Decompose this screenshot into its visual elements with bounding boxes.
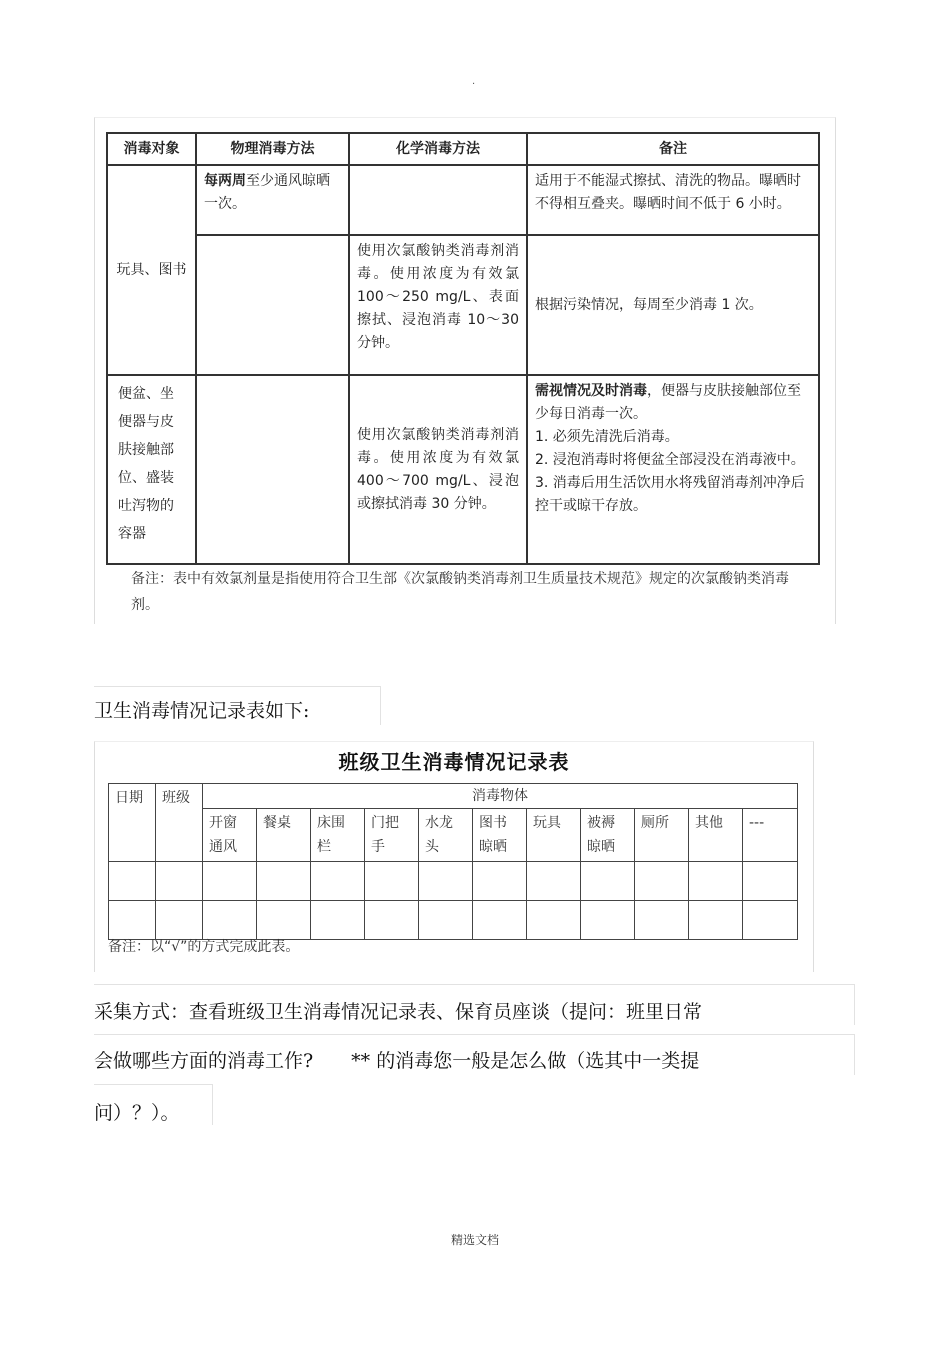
header-item: 门把手 <box>365 809 419 862</box>
header-item: 开窗通风 <box>203 809 257 862</box>
header-item: 餐桌 <box>257 809 311 862</box>
table-cell <box>473 862 527 901</box>
table-cell <box>635 901 689 940</box>
record-table-figure <box>94 741 814 972</box>
header-notes: 备注 <box>527 133 819 165</box>
header-item: --- <box>743 809 798 862</box>
toys-physical-bold: 每两周 <box>204 173 246 189</box>
table-cell <box>203 862 257 901</box>
header-item: 图书晾晒 <box>473 809 527 862</box>
header-chemical: 化学消毒方法 <box>349 133 527 165</box>
table-cell <box>635 862 689 901</box>
table-row <box>107 235 819 375</box>
table-header-row <box>109 809 798 862</box>
table-cell <box>689 901 743 940</box>
header-date: 日期 <box>109 784 156 862</box>
table-cell <box>527 862 581 901</box>
potty-note-bold: 需视情况及时消毒 <box>535 383 647 399</box>
record-table-footnote: 备注：以“√”的方式完成此表。 <box>108 939 300 955</box>
table-row-empty <box>109 901 798 940</box>
table-row-empty <box>109 862 798 901</box>
header-item: 床围栏 <box>311 809 365 862</box>
table-cell <box>365 901 419 940</box>
table-row <box>107 165 819 235</box>
toys-physical-cell-empty <box>196 235 349 375</box>
table-cell <box>419 862 473 901</box>
page-footer: 精选文档 <box>450 1233 499 1247</box>
toys-chemical-cell: 使用次氯酸钠类消毒剂消毒。使用浓度为有效氯 100～250 mg/L、表面擦拭、浸泡消毒 10～30 分钟。 <box>349 235 527 375</box>
table-cell <box>581 862 635 901</box>
table-cell <box>743 862 798 901</box>
toys-note-cell: 适用于不能湿式擦拭、清洗的物品。曝晒时不得相互叠夹。曝晒时间不低于 6 小时。 <box>527 165 819 235</box>
record-table <box>108 783 798 940</box>
header-item: 其他 <box>689 809 743 862</box>
table-cell <box>203 901 257 940</box>
collection-line-1: 采集方式：查看班级卫生消毒情况记录表、保育员座谈（提问：班里日常 <box>94 1001 703 1023</box>
potty-note-cell <box>527 375 819 564</box>
toys-physical-cell <box>196 165 349 235</box>
potty-chemical-cell: 使用次氯酸钠类消毒剂消毒。使用浓度为有效氯 400～700 mg/L、浸泡或擦拭消毒 30 分钟。 <box>349 375 527 564</box>
record-table-title: 班级卫生消毒情况记录表 <box>338 750 570 774</box>
header-item: 被褥晾晒 <box>581 809 635 862</box>
table-cell <box>527 901 581 940</box>
table-header-row <box>109 784 798 809</box>
table-cell <box>257 901 311 940</box>
table-cell <box>743 901 798 940</box>
toys-chemical-cell-empty <box>349 165 527 235</box>
table-cell <box>156 862 203 901</box>
table-cell <box>257 862 311 901</box>
header-mark: . <box>472 76 476 87</box>
table1-footnote: 备注：表中有效氯剂量是指使用符合卫生部《次氯酸钠类消毒剂卫生质量技术规范》规定的次氯酸钠类消毒剂。 <box>131 571 789 613</box>
header-class: 班级 <box>156 784 203 862</box>
potty-note-item: 2. 浸泡消毒时将便盆全部浸没在消毒液中。 <box>535 452 805 468</box>
potty-note-text: ，便器与皮肤接触部位至少每日消毒一次。 <box>535 383 801 422</box>
potty-note-item: 1. 必须先清洗后消毒。 <box>535 429 679 445</box>
potty-note-item: 3. 消毒后用生活饮用水将残留消毒剂冲净后控干或晾干存放。 <box>535 475 805 514</box>
potty-object-cell: 便盆、坐便器与皮肤接触部位、盛装吐泻物的容器 <box>107 375 196 564</box>
table-header-row <box>107 133 819 165</box>
table-cell <box>156 901 203 940</box>
collection-line-2: 会做哪些方面的消毒工作? ** 的消毒您一般是怎么做（选其中一类提 <box>94 1050 700 1072</box>
header-physical: 物理消毒方法 <box>196 133 349 165</box>
table-cell <box>109 862 156 901</box>
disinfection-methods-table <box>106 132 820 565</box>
header-item: 厕所 <box>635 809 689 862</box>
table-cell <box>109 901 156 940</box>
header-object: 消毒对象 <box>107 133 196 165</box>
header-group-objects: 消毒物体 <box>203 784 798 809</box>
potty-physical-cell-empty <box>196 375 349 564</box>
toys-note-cell-2: 根据污染情况，每周至少消毒 1 次。 <box>527 235 819 375</box>
table-cell <box>689 862 743 901</box>
table-cell <box>419 901 473 940</box>
table-row <box>107 375 819 564</box>
toys-physical-text: 至少通风晾晒一次。 <box>204 173 330 212</box>
header-item: 水龙头 <box>419 809 473 862</box>
table-cell <box>365 862 419 901</box>
intro-text: 卫生消毒情况记录表如下: <box>94 700 310 722</box>
toys-object-cell: 玩具、图书 <box>107 165 196 375</box>
disinfection-methods-figure <box>94 117 836 624</box>
table-cell <box>311 862 365 901</box>
table-cell <box>311 901 365 940</box>
collection-line-3: 问）？）。 <box>94 1102 180 1124</box>
table-cell <box>473 901 527 940</box>
table-cell <box>581 901 635 940</box>
header-item: 玩具 <box>527 809 581 862</box>
